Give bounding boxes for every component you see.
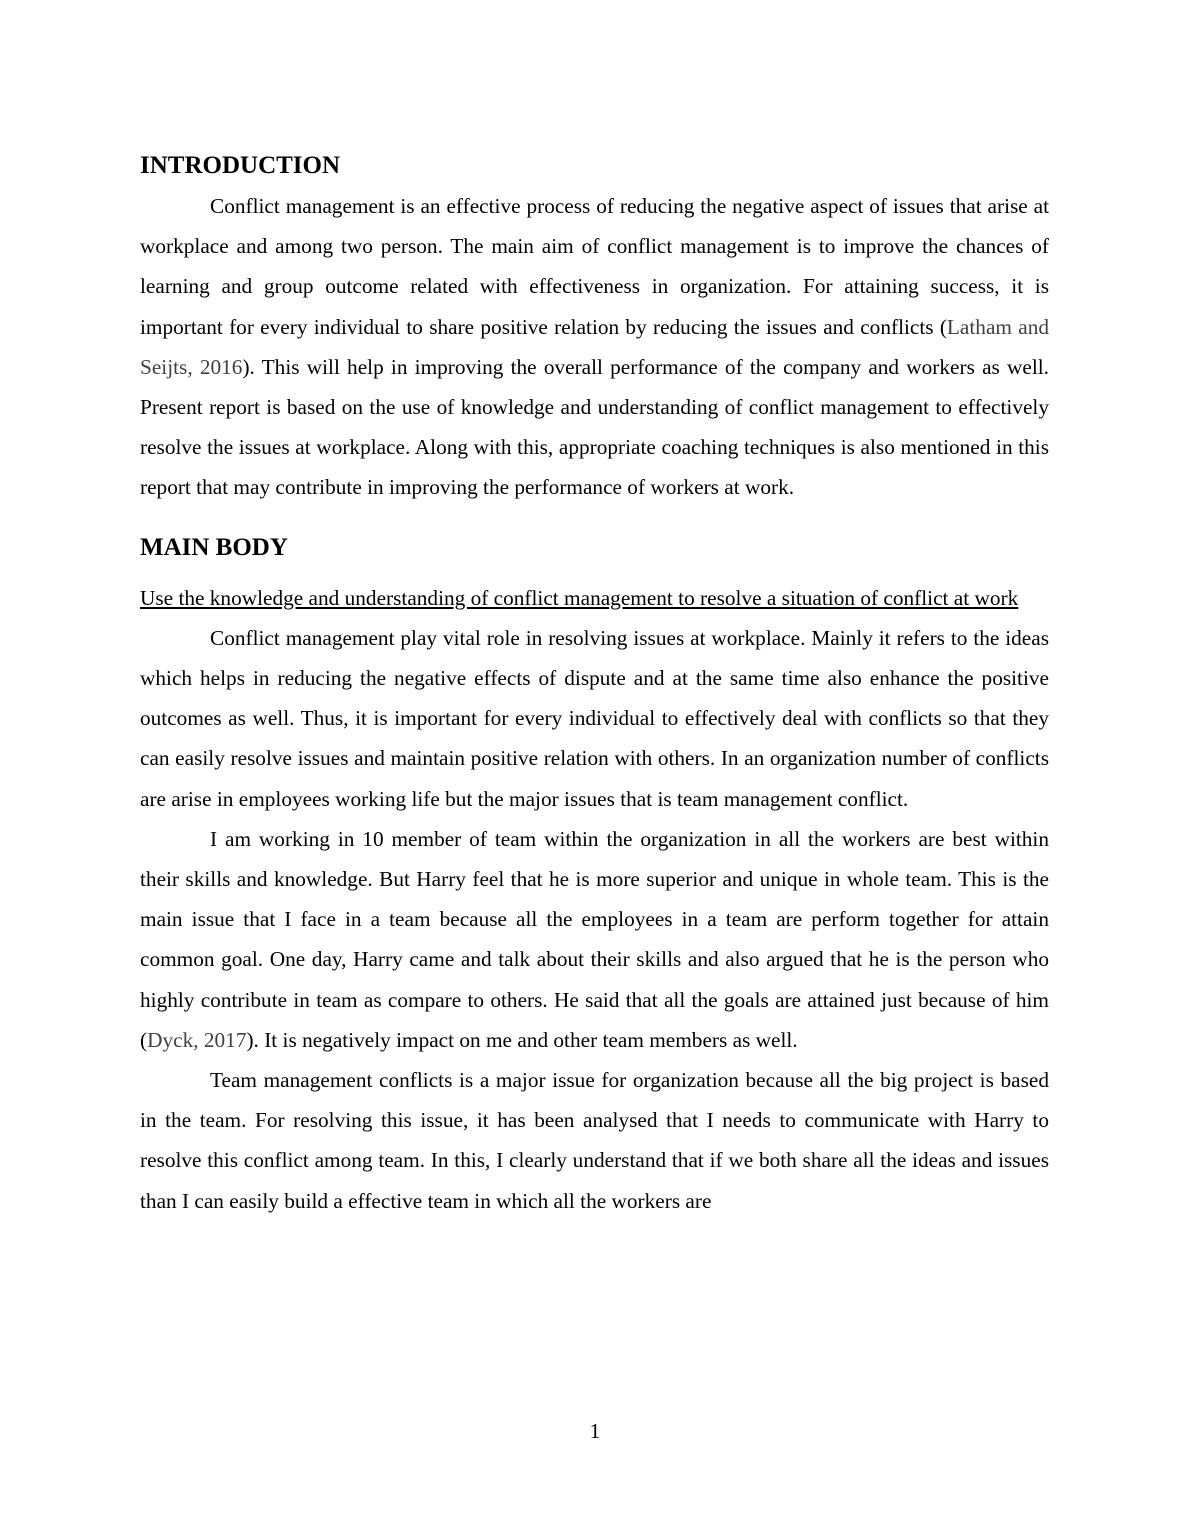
main-body-heading: MAIN BODY <box>140 533 288 561</box>
body-paragraph-2-text-start: I am working in 10 member of team within the organization in all the workers are best within their skills and knowledge. But Harry feel that he is more superior and unique in whole team. This is the main issue that I face in a team because all the employees in a team are perform together for attain common goal. One day, Harry came and talk about their skills and also argued that he is the person who highly contribute in team as compare to others. He said that all the goals are attained just because of him ( <box>140 826 1049 1052</box>
introduction-heading: INTRODUCTION <box>140 152 341 179</box>
introduction-text-start: Conflict management is an effective process of reducing the negative aspect of issues that arise at workplace and among two person. The main aim of conflict management is to improve the chances of learning and group outcome related with effectiveness in organization. For attaining success, it is important for every individual to share positive relation by reducing the issues and conflicts ( <box>140 194 1049 339</box>
introduction-text-end: ). This will help in improving the overall performance of the company and workers as well. Present report is based on the use of knowledge and understanding of conflict management to effectively resolve the issues at workplace. Along with this, appropriate coaching techniques is also mentioned in this report that may contribute in improving the performance of workers at work. <box>140 354 1049 500</box>
introduction-paragraph <box>140 186 1049 508</box>
section-subheading: Use the knowledge and understanding of conflict management to resolve a situation of conflict at work <box>140 585 1019 610</box>
page-content <box>140 146 1049 1221</box>
body-paragraph-2-text-end: ). It is negatively impact on me and other team members as well. <box>246 1027 798 1052</box>
citation-latham-seijts: Latham and Seijts, 2016 <box>140 314 1049 379</box>
body-paragraph-1: Conflict management play vital role in resolving issues at workplace. Mainly it refers to the ideas which helps in reducing the negative effects of dispute and at the same time also enhance the positive outcomes as well. Thus, it is important for every individual to effectively deal with conflicts so that they can easily resolve issues and maintain positive relation with others. In an organization number of conflicts are arise in employees working life but the major issues that is team management conflict. <box>140 625 1049 811</box>
body-paragraph-3: Team management conflicts is a major issue for organization because all the big project is based in the team. For resolving this issue, it has been analysed that I needs to communicate with Harry to resolve this conflict among team. In this, I clearly understand that if we both share all the ideas and issues than I can easily build a effective team in which all the workers are <box>140 1068 1049 1213</box>
body-paragraph-2 <box>140 819 1049 1060</box>
citation-dyck: Dyck, 2017 <box>147 1027 247 1052</box>
page-number: 1 <box>589 1419 601 1443</box>
